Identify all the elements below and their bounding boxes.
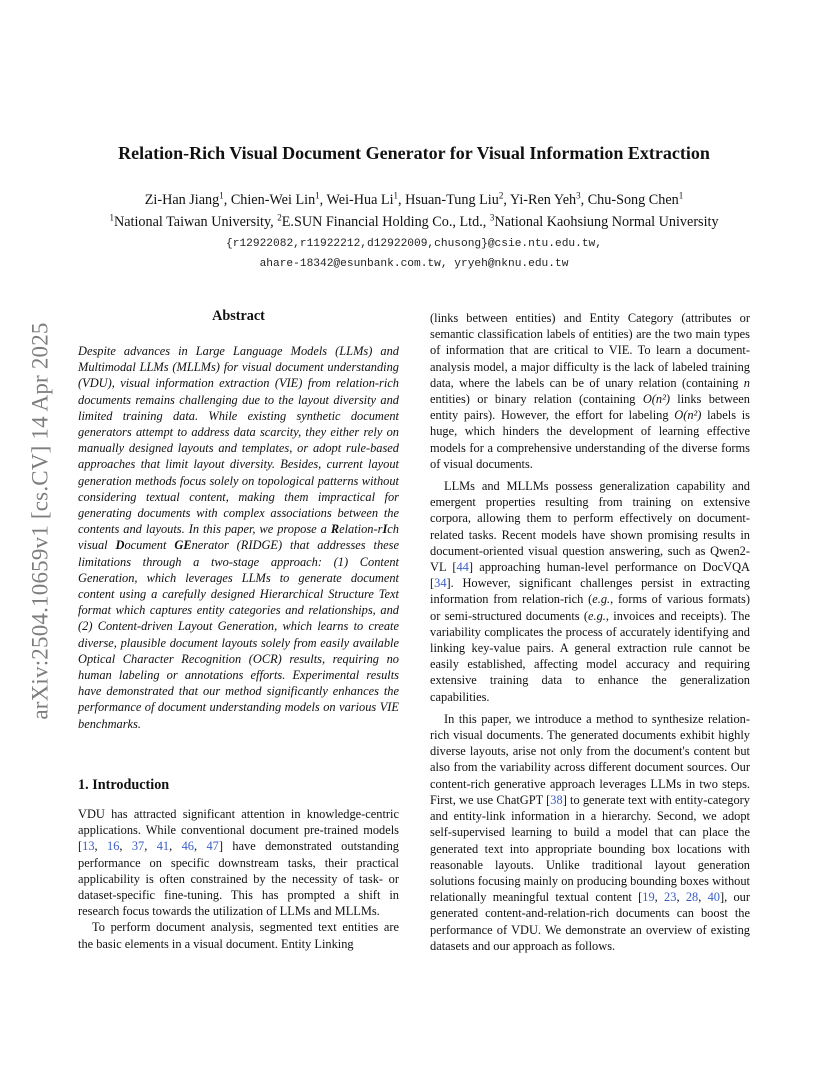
citation-link[interactable]: 41 <box>156 839 170 854</box>
author: Wei-Hua Li <box>326 192 394 208</box>
paper-title: Relation-Rich Visual Document Generator for Visual Information Extraction <box>118 143 710 163</box>
author: Chu-Song Chen <box>587 192 679 208</box>
paragraph: LLMs and MLLMs possess generalization capability and emergent properties resulting from training on extensive corpora, allowing them to perform effectively on document-related tasks. Recent models have shown promising results in document-oriented visual question answering, such as Qwen2-VL [44] approaching human-level performance on DocVQA [34]. However, significant challenges persist in extracting information from relation-rich (e.g., forms of various formats) or semi-structured documents (e.g., invoices and receipts). The variability complicates the process of accurately identifying and linking key-value pairs. A general extraction rule cannot be easily established, affecting model accuracy and requiring extensive training data to enhance the generalization capabilities. <box>430 479 751 704</box>
arxiv-identifier-stamp <box>28 283 54 758</box>
citation-link[interactable]: 28 <box>685 890 699 905</box>
citation-link[interactable]: 38 <box>550 792 563 807</box>
paragraph: In this paper, we introduce a method to synthesize relation-rich visual documents. The generated documents exhibit highly diverse layouts, arise not only from the document's content but also from the variability across different document sources. Our content-rich generative approach leverages LLMs in two steps. First, we use ChatGPT [38] to generate text with entity-category and entity-link information in a hierarchy. Second, we adopt self-supervised learning to build a model that can place the generated text into appropriate bounding box locations with reasonable layouts. Unlike traditional layout generation solutions focusing mainly on producing bounding boxes without relationally meaningful textual content [19, 23, 28, 40], our generated content-and-relation-rich documents can boost the performance of VDU. We demonstrate an overview of existing datasets and our approach as follows. <box>430 711 750 953</box>
citation-link[interactable]: 47 <box>206 839 219 854</box>
affiliation: National Taiwan University <box>113 214 271 230</box>
paragraph: VDU has attracted significant attention in knowledge-centric applications. While conventional document pre-trained models [13, 16, 37, 41, 46, 47] have demonstrated outstanding performance on specific downstream tasks, their practical applicability is often constrained by the necessity of task- or dataset-specific fine-tuning. This has prompted a shift in research focus towards the utilization of LLMs and MLLMs. <box>78 807 399 919</box>
email-line: ahare-18342@esunbank.com.tw, yryeh@nknu.edu.tw <box>259 258 569 270</box>
citation-link[interactable]: 13 <box>82 839 95 854</box>
affiliation: E.SUN Financial Holding Co., Ltd. <box>281 214 483 230</box>
paragraph: To perform document analysis, segmented text entities are the basic elements in a visual document. Entity Linking <box>78 920 399 951</box>
citation-link[interactable]: 16 <box>107 839 120 854</box>
citation-link[interactable]: 44 <box>456 560 469 575</box>
abstract-text: Despite advances in Large Language Models (LLMs) and Multimodal LLMs (MLLMs) for visual document understanding (VDU), visual information extraction (VIE) from relation-rich documents remains challenging due to the layout diversity and limited training data. While existing synthetic document generators attempt to address data scarcity, they either rely on manually designed layouts and templates, or adopt rule-based approaches that limit layout diversity. Besides, current layout generation methods focus solely on topological patterns without considering textual content, making them impractical for generating documents with complex associations between the contents and layouts. In this paper, we propose a Relation-rIch visual Document GEnerator (RIDGE) that addresses these limitations through a two-stage approach: (1) Content Generation, which leverages LLMs to generate document content using a carefully designed Hierarchical Structure Text format which captures entity categories and relationships, and (2) Content-driven Layout Generation, which learns to create diverse, plausible document layouts solely from easily available Optical Character Recognition (OCR) results, requiring no human labeling or annotations efforts. Experimental results have demonstrated that our method significantly enhances the performance of document understanding models on various VIE benchmarks. <box>78 344 399 731</box>
citation-link[interactable]: 46 <box>181 839 194 854</box>
citation-link[interactable]: 40 <box>707 890 720 905</box>
author: Hsuan-Tung Liu <box>405 192 499 208</box>
section-heading-introduction: 1. Introduction <box>78 777 170 793</box>
citation-link[interactable]: 34 <box>434 576 447 591</box>
right-column-text <box>430 310 750 954</box>
author-list: Zi-Han Jiang$^1$, Chien-Wei Lin$^1$, Wei-Hua Li$^1$, Hsuan-Tung Liu$^2$, Yi-Ren Yeh$^3$, Chu-Song Chen$^1$ <box>144 190 684 208</box>
author: Zi-Han Jiang <box>144 192 220 208</box>
arxiv-id-text: arXiv:2504.10659v1 [cs.CV] 14 Apr 2025 <box>28 321 54 720</box>
author: Chien-Wei Lin <box>230 192 316 208</box>
citation-link[interactable]: 23 <box>664 890 677 905</box>
introduction-text <box>78 806 399 952</box>
author: Yi-Ren Yeh <box>509 192 577 208</box>
abstract-heading: Abstract <box>212 308 265 324</box>
citation-link[interactable]: 19 <box>642 890 655 905</box>
affiliation-list: $^1$National Taiwan University, $^2$E.SUN Financial Holding Co., Ltd., $^3$National Kaohsiung Normal University <box>109 212 719 230</box>
affiliation: National Kaohsiung Normal University <box>494 214 719 230</box>
paragraph: (links between entities) and Entity Category (attributes or semantic classification labels of entities) are the two main types of information that are critical to VIE. To learn a document-analysis model, a major difficulty is the lack of labeled training data, where the labels can be of unary relation (containing n entities) or binary relation (containing O(n²) links between entity pairs). However, the effort for labeling O(n²) labels is huge, which hinders the development of learning effective models for a comprehensive understanding of the diverse forms of visual documents. <box>430 311 750 471</box>
citation-link[interactable]: 37 <box>131 839 145 854</box>
email-line: {r12922082,r11922212,d12922009,chusong}@csie.ntu.edu.tw, <box>226 238 602 250</box>
